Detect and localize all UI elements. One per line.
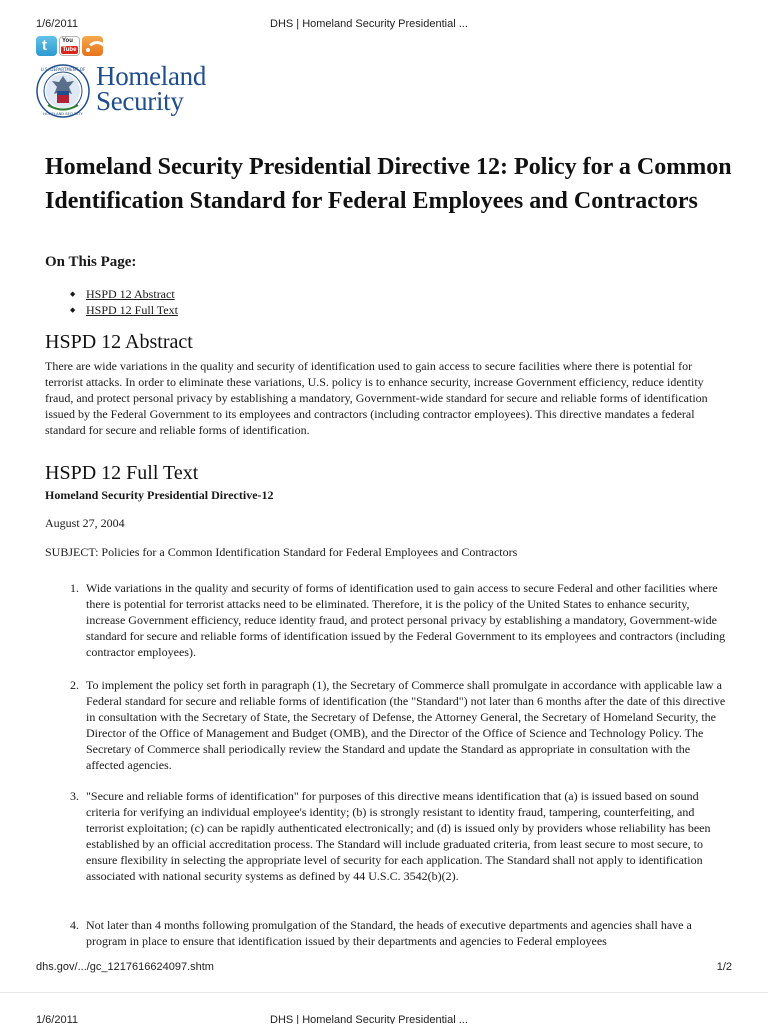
list-item [70,917,726,949]
toc-item-abstract [70,286,178,302]
directive-date: August 27, 2004 [45,516,125,530]
dhs-logo[interactable] [36,61,236,120]
svg-text:U.S. DEPARTMENT OF: U.S. DEPARTMENT OF [40,67,86,72]
on-this-page-links [70,286,178,318]
abstract-text: There are wide variations in the quality and security of identification used to gain access to secure facilities where there is potential for terrorist attacks. In order to eliminate these variations, U.S. policy is to enhance security, increase Government efficiency, reduce identity fraud, and protect personal privacy by establishing a mandatory, Government-wide standard for secure and reliable forms of identification issued by the Federal Government to its employees and contractors (including contractor employees). This directive mandates a federal standard for secure and reliable forms of identification. [45,359,708,437]
next-print-date: 1/6/2011 [36,1014,79,1024]
youtube-icon[interactable] [59,36,80,56]
item-text: Wide variations in the quality and security of forms of identification used to gain access to secure Federal and other facilities where there is potential for terrorist attacks need to be eliminated. Therefore, it is the policy of the United States to enhance security, increase Government efficiency, reduce identity fraud, and protect personal privacy by establishing a mandatory, Government-wide standard for secure and reliable forms of identification issued by the Federal Government to its employees and contractors (including contractor employees). [86,581,726,659]
twitter-icon[interactable] [36,36,57,56]
svg-text:HOMELAND SECURITY: HOMELAND SECURITY [43,112,83,116]
print-header [36,18,732,34]
toc-item-full-text [70,302,178,318]
item-number: 4. [70,918,79,932]
toc-link-full-text[interactable]: HSPD 12 Full Text [86,303,178,317]
logo-line-1: Homeland [96,61,207,91]
directive-item-1 [70,580,726,660]
item-text: To implement the policy set forth in paragraph (1), the Secretary of Commerce shall promulgate in accordance with applicable law a Federal standard for secure and reliable forms of identification (the "Standard") not later than 6 months after the date of this directive in consultation with the Secretary of State, the Secretary of Defense, the Attorney General, the Secretary of Homeland Security, the Director of the Office of Management and Budget (OMB), and the Director of the Office of Science and Technology Policy. The Secretary of Commerce shall periodically review the Standard and update the Standard as appropriate in consultation with the affected agencies. [86,678,726,772]
toc-link-abstract[interactable]: HSPD 12 Abstract [86,287,175,301]
item-number: 2. [70,678,79,692]
page-divider [0,992,768,993]
abstract-heading: HSPD 12 Abstract [45,331,193,353]
directive-item-2 [70,677,726,773]
rss-icon[interactable] [82,36,103,56]
next-page-header [36,1014,732,1024]
item-number: 1. [70,581,79,595]
print-page-title: DHS | Homeland Security Presidential ... [270,18,468,30]
page-number: 1/2 [716,961,732,973]
print-date: 1/6/2011 [36,18,79,30]
dhs-seal-icon [36,64,90,118]
list-item [70,677,726,773]
print-footer [36,961,732,977]
directive-item-4 [70,917,726,949]
directive-subject: SUBJECT: Policies for a Common Identification Standard for Federal Employees and Contractors [45,545,518,559]
list-item [70,580,726,660]
on-this-page-heading: On This Page: [45,254,137,270]
item-text: "Secure and reliable forms of identification" for purposes of this directive means identification that (a) is issued based on sound criteria for verifying an individual employee's identity; (b) is strongly resistant to identity fraud, tampering, counterfeiting, and terrorist exploitation; (c) can be rapidly authenticated electronically; and (d) is issued only by providers whose reliability has been established by an official accreditation process. The Standard will include graduated criteria, from least secure to most secure, to ensure flexibility in selecting the appropriate level of security for each application. The Standard shall not apply to identification associated with national security systems as defined by 44 U.S.C. 3542(b)(2). [86,789,711,883]
full-text-heading: HSPD 12 Full Text [45,462,199,484]
print-url: dhs.gov/.../gc_1217616624097.shtm [36,961,214,973]
page-title: Homeland Security Presidential Directive 12: Policy for a Common Identification Standard for Federal Employees and Contractors [45,154,732,214]
logo-wordmark [96,61,207,116]
social-links [36,36,103,56]
directive-title: Homeland Security Presidential Directive-12 [45,488,274,502]
list-item [70,788,726,884]
item-number: 3. [70,789,79,803]
directive-item-3 [70,788,726,884]
logo-line-2: Security [96,86,184,116]
next-print-page-title: DHS | Homeland Security Presidential ... [270,1014,468,1024]
item-text: Not later than 4 months following promulgation of the Standard, the heads of executive departments and agencies shall have a program in place to ensure that identification issued by their departments and agencies to Federal employees [86,918,692,948]
